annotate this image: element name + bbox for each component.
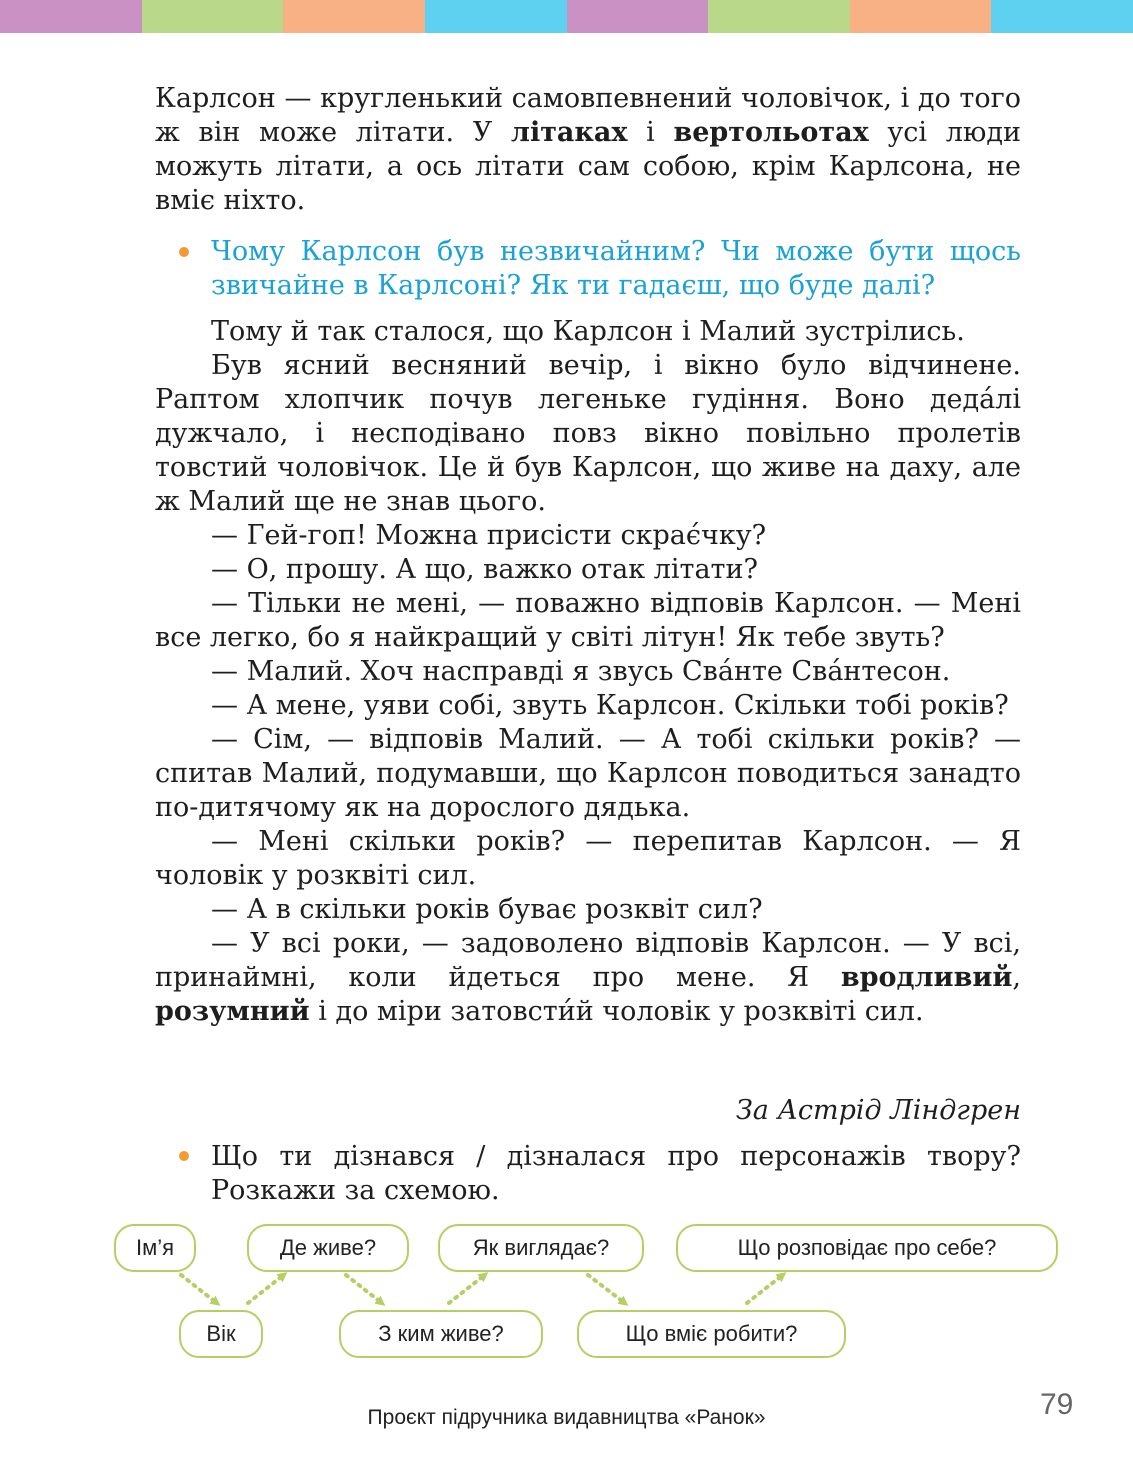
intro-bold-word: літаках (510, 117, 628, 148)
story-line: Тому й так сталося, що Карлсон і Малий зустрілись. (211, 316, 965, 347)
dialogue-line: — Сім, — відповів Малий. — А тобі скільки років? — спитав Малий, подумавши, що Карлсон поводиться занадто по-дитячому як на дорослого дядька. (155, 724, 1021, 823)
arrow-up (248, 1274, 285, 1303)
dialogue-line: — Мені скільки років? — перепитав Карлсон. — Я чоловік у розквіті сил. (155, 826, 1021, 891)
arrow-down (181, 1275, 218, 1304)
arrow-down (346, 1275, 383, 1304)
dialogue-line: — А мене, уяви собі, звуть Карлсон. Скільки тобі років? (211, 690, 1009, 721)
arrow-down (588, 1275, 626, 1304)
author-attribution: За Астрід Ліндгрен (735, 1095, 1021, 1126)
dialogue-line: — О, прошу. А що, важко отак літати? (211, 554, 758, 585)
scheme-box-lives-where: Де живе? (247, 1224, 409, 1272)
question-1: Чому Карлсон був незвичайним? Чи може бути щось звичайне в Карлсоні? Як ти гадаєш, що буде далі? (211, 236, 1021, 301)
dialogue-line: — А в скільки років буває розквіт сил? (211, 894, 763, 925)
intro-text: Карлсон — кругленький самовпевнений чоловічок, і до того ж він може літати. У (155, 83, 1021, 148)
scheme-box-age: Вік (179, 1310, 263, 1358)
scheme-box-tells: Що розповідає про себе? (676, 1224, 1058, 1272)
question-2: Що ти дізнався / дізналася про персонажів твору? Розкажи за схемою. (211, 1141, 1021, 1206)
footer-publisher: Проєкт підручника видавництва «Ранок» (367, 1406, 766, 1429)
scheme-box-looks: Як виглядає? (438, 1224, 644, 1272)
dialogue-line: — Гей-гоп! Можна присісти скрає́чку? (211, 520, 767, 551)
scheme-box-can-do: Що вміє робити? (577, 1310, 846, 1358)
dialogue-line: — Малий. Хоч насправді я звусь Сва́нте Сва́нтесон. (211, 656, 951, 687)
dialogue-line: — Тільки не мені, — поважно відповів Карлсон. — Мені все легко, бо я найкращий у світі літун! Як тебе звуть? (155, 588, 1021, 653)
dialogue-text: , (1012, 962, 1021, 993)
page-number: 79 (1040, 1388, 1074, 1421)
arrow-up (449, 1274, 486, 1303)
bold-word: розумний (155, 996, 310, 1027)
scheme-box-lives-with: З ким живе? (339, 1310, 543, 1358)
bold-word: вродливий (840, 962, 1013, 993)
arrow-up (747, 1274, 784, 1303)
intro-bold-word: вертольотах (673, 117, 869, 148)
dialogue-text: — У всі роки, — задоволено відповів Карлсон. — У всі, принаймні, коли йдеться про мене. Я (155, 928, 1021, 993)
intro-text: і (627, 117, 674, 148)
scheme-box-name: Ім’я (114, 1224, 196, 1272)
dialogue-text: і до міри затовсти́й чоловік у розквіті сил. (309, 996, 924, 1027)
intro-text: усі люди можуть літати, а ось літати сам собою, крім Карлсона, не вміє ніхто. (155, 117, 1021, 216)
story-paragraph: Був ясний весняний вечір, і вікно було відчинене. Раптом хлопчик почув легеньке гудіння. Воно деда́лі дужчало, і несподівано повз вікно повільно пролетів товстий чоловічок. Це й був Карлсон, що живе на даху, але ж Малий ще не знав цього. (155, 350, 1021, 517)
